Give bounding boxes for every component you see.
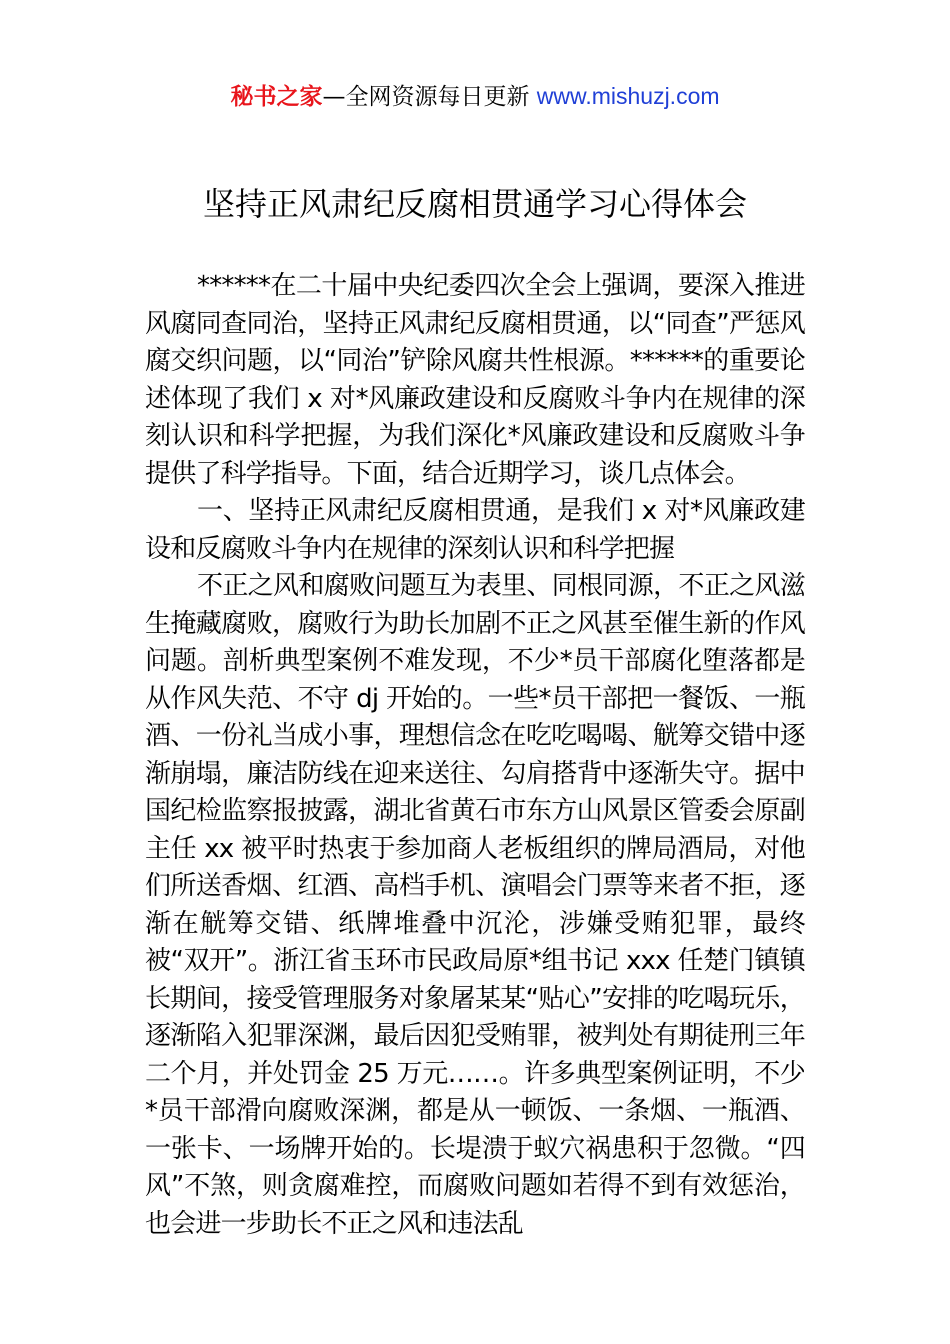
site-url-link[interactable]: www.mishuzj.com [536, 83, 720, 109]
document-title: 坚持正风肃纪反腐相贯通学习心得体会 [202, 185, 747, 223]
document-body [145, 268, 805, 1243]
paragraph-case-analysis: 不正之风和腐败问题互为表里、同根同源，不正之风滋生掩藏腐败，腐败行为助长加剧不正之风甚至催生新的作风问题。剖析典型案例不难发现，不少*员干部腐化堕落都是从作风失范、不守 dj 开始的。一些*员干部把一餐饭、一瓶酒、一份礼当成小事，理想信念在吃吃喝喝、觥筹交错中逐渐崩塌，廉洁防线在迎来送往、勾肩搭背中逐渐失守。据中国纪检监察报披露，湖北省黄石市东方山风景区管委会原副主任 xx 被平时热衷于参加商人老板组织的牌局酒局，对他们所送香烟、红酒、高档手机、演唱会门票等来者不拒，逐渐在觥筹交错、纸牌堆叠中沉沦，涉嫌受贿犯罪，最终被“双开”。浙江省玉环市民政局原*组书记 xxx 任楚门镇镇长期间，接受管理服务对象屠某某“贴心”安排的吃喝玩乐，逐渐陷入犯罪深渊，最后因犯受贿罪，被判处有期徒刑三年二个月，并处罚金 25 万元……。许多典型案例证明，不少*员干部滑向腐败深渊，都是从一顿饭、一条烟、一瓶酒、一张卡、一场牌开始的。长堤溃于蚁穴祸患积于忽微。“四风”不煞，则贪腐难控，而腐败问题如若得不到有效惩治，也会进一步助长不正之风和违法乱 [145, 571, 805, 1239]
section-heading-1: 一、坚持正风肃纪反腐相贯通，是我们 x 对*风廉政建设和反腐败斗争内在规律的深刻认识和科学把握 [145, 496, 805, 564]
site-header [0, 80, 950, 113]
paragraph-intro: ******在二十届中央纪委四次全会上强调，要深入推进风腐同查同治，坚持正风肃纪反腐相贯通，以“同查”严惩风腐交织问题，以“同治”铲除风腐共性根源。******的重要论述体现了我们 x 对*风廉政建设和反腐败斗争内在规律的深刻认识和科学把握，为我们深化*风廉政建设和反腐败斗争提供了科学指导。下面，结合近期学习，谈几点体会。 [145, 271, 805, 489]
site-slogan: —全网资源每日更新 [322, 84, 537, 110]
site-brand: 秘书之家 [230, 84, 323, 110]
